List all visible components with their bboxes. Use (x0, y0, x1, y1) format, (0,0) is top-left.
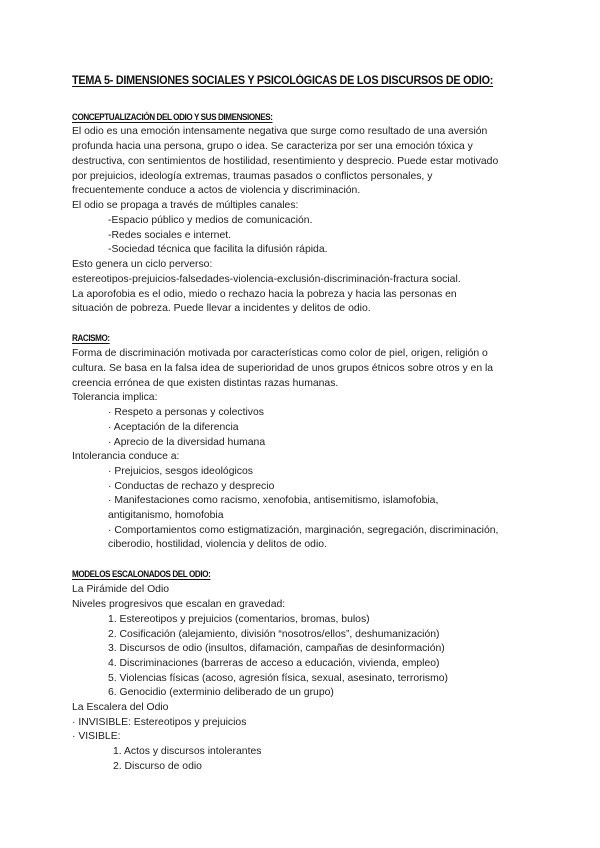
paragraph-line: por prejuicios, ideología extremas, traumas pasados o conflictos personales, y (72, 171, 433, 182)
paragraph-line: destructiva, con sentimientos de hostilidad, resentimiento y desprecio. Puede estar motivado (72, 156, 499, 167)
cycle-text: estereotipos-prejuicios-falsedades-violencia-exclusión-discriminación-fractura social. (72, 274, 461, 285)
ladder-invisible: · INVISIBLE: Estereotipos y prejuicios (72, 717, 247, 728)
section-heading-conceptualizacion: CONCEPTUALIZACIÓN DEL ODIO Y SUS DIMENSIONES: (72, 112, 273, 122)
tolerance-intro: Tolerancia implica: (72, 392, 158, 403)
pyramid-level: 3. Discursos de odio (insultos, difamación, campañas de desinformación) (108, 643, 445, 654)
pyramid-level: 1. Estereotipos y prejuicios (comentarios, bromas, bulos) (108, 614, 370, 625)
levels-intro: Niveles progresivos que escalan en gravedad: (72, 599, 286, 610)
intolerance-item-continued: ciberodio, hostilidad, violencia y delitos de odio. (108, 539, 327, 550)
paragraph-line: La aporofobia es el odio, miedo o rechazo hacia la pobreza y hacia las personas en (72, 289, 457, 300)
pyramid-level: 2. Cosificación (alejamiento, división “nosotros/ellos”, deshumanización) (108, 629, 440, 640)
tolerance-item: · Aprecio de la diversidad humana (108, 437, 266, 448)
paragraph-line: El odio es una emoción intensamente negativa que surge como resultado de una aversión (72, 126, 488, 137)
paragraph-line: Forma de discriminación motivada por características como color de piel, origen, religión o (72, 348, 488, 359)
pyramid-title: La Pirámide del Odio (72, 584, 170, 595)
channels-intro: El odio se propaga a través de múltiples canales: (72, 200, 299, 211)
section-heading-racismo: RACISMO: (72, 333, 110, 343)
ladder-visible: · VISIBLE: (72, 731, 121, 742)
channel-item: -Sociedad técnica que facilita la difusión rápida. (108, 244, 328, 255)
pyramid-level: 5. Violencias físicas (acoso, agresión física, sexual, asesinato, terrorismo) (108, 673, 448, 684)
ladder-title: La Escalera del Odio (72, 702, 169, 713)
paragraph-line: frecuentemente conduce a actos de violencia y discriminación. (72, 185, 361, 196)
ladder-visible-item: 1. Actos y discursos intolerantes (113, 746, 262, 757)
intolerance-item: · Comportamientos como estigmatización, marginación, segregación, discriminación, (108, 525, 499, 536)
channel-item: -Espacio público y medios de comunicación. (108, 215, 313, 226)
intolerance-item: · Conductas de rechazo y desprecio (108, 481, 275, 492)
section-heading-modelos: MODELOS ESCALONADOS DEL ODIO: (72, 569, 211, 579)
pyramid-level: 4. Discriminaciones (barreras de acceso a educación, vivienda, empleo) (108, 658, 440, 669)
paragraph-line: profunda hacia una persona, grupo o idea. Se caracteriza por ser una emoción tóxica y (72, 141, 473, 152)
paragraph-line: situación de pobreza. Puede llevar a incidentes y delitos de odio. (72, 303, 371, 314)
paragraph-line: creencia errónea de que existen distintas razas humanas. (72, 378, 339, 389)
ladder-visible-item: 2. Discurso de odio (113, 761, 202, 772)
tolerance-item: · Respeto a personas y colectivos (108, 407, 264, 418)
pyramid-level: 6. Genocidio (exterminio deliberado de un grupo) (108, 687, 334, 698)
paragraph-line: cultura. Se basa en la falsa idea de superioridad de unos grupos étnicos sobre otros y en la (72, 363, 494, 374)
tolerance-item: · Aceptación de la diferencia (108, 422, 239, 433)
intolerance-item: · Prejuicios, sesgos ideológicos (108, 466, 253, 477)
cycle-intro: Esto genera un ciclo perverso: (72, 259, 213, 270)
channel-item: -Redes sociales e internet. (108, 230, 232, 241)
intolerance-item: · Manifestaciones como racismo, xenofobia, antisemitismo, islamofobia, (108, 495, 439, 506)
intolerance-item-continued: antigitanismo, homofobia (108, 510, 224, 521)
intolerance-intro: Intolerancia conduce a: (72, 451, 180, 462)
document-title: TEMA 5- DIMENSIONES SOCIALES Y PSICOLÓGICAS DE LOS DISCURSOS DE ODIO: (72, 74, 494, 87)
